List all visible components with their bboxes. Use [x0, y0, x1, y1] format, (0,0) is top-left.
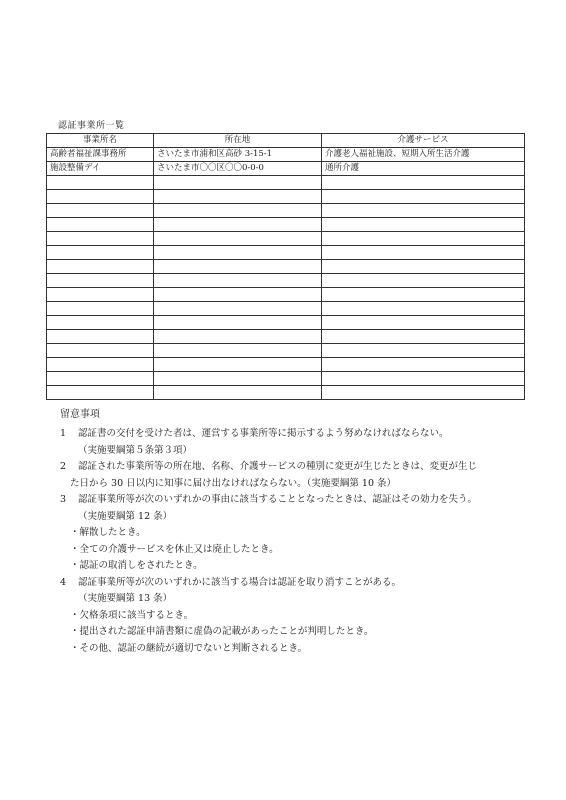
cell-care-service: [322, 316, 525, 330]
notes-line: [60, 542, 530, 559]
table-row: [47, 246, 525, 260]
notes-line: [60, 624, 530, 641]
cell-location: [154, 302, 322, 316]
cell-care-service: [322, 358, 525, 372]
cell-location: [154, 316, 322, 330]
cell-care-service: [322, 330, 525, 344]
table-row: [47, 316, 525, 330]
cell-location: [154, 372, 322, 386]
cell-care-service: [322, 204, 525, 218]
table-row: [47, 358, 525, 372]
notes-line-text: ・提出された認証申請書類に虚偽の記載があったことが判明したとき。: [70, 626, 374, 637]
cell-location: [154, 176, 322, 190]
notes-line: [60, 492, 530, 509]
header-care-service: 介護サービス: [322, 134, 525, 148]
cell-care-service: 介護老人福祉施設、短期入所生活介護: [322, 148, 525, 162]
cell-location: [154, 274, 322, 288]
notes-section: [60, 405, 530, 657]
table-row: [47, 218, 525, 232]
cell-care-service: [322, 288, 525, 302]
header-location: 所在地: [154, 134, 322, 148]
table-row: [47, 288, 525, 302]
notes-line-text: 認証事業所等が次のいずれかに該当する場合は認証を取り消すことがある。: [78, 576, 402, 588]
table-row: [47, 190, 525, 204]
notes-line-text: ・解散したとき。: [70, 527, 146, 538]
cell-care-service: [322, 260, 525, 274]
notes-line: [60, 426, 530, 443]
table-body: [47, 148, 525, 400]
cell-location: [154, 190, 322, 204]
cell-location: さいたま市〇〇区〇〇0-0-0: [154, 162, 322, 176]
cell-location: [154, 218, 322, 232]
table-caption: 認証事業所一覧: [58, 121, 125, 131]
cell-office-name: [47, 204, 154, 218]
cell-care-service: [322, 232, 525, 246]
notes-line-text: （実施要綱第 12 条）: [78, 510, 173, 522]
table-row: [47, 274, 525, 288]
table-row: [47, 232, 525, 246]
cell-office-name: [47, 246, 154, 260]
notes-title: 留意事項: [60, 409, 100, 420]
table-row: [47, 386, 525, 400]
notes-line: [60, 525, 530, 542]
notes-line: [60, 459, 530, 476]
table-row: [47, 176, 525, 190]
table-row: [47, 302, 525, 316]
notes-line-text: ・認証の取消しをされたとき。: [70, 560, 203, 571]
cell-care-service: [322, 274, 525, 288]
cell-care-service: [322, 344, 525, 358]
cell-office-name: [47, 176, 154, 190]
notes-line-text: （実施要綱第 13 条）: [78, 593, 173, 604]
cell-care-service: [322, 246, 525, 260]
cell-location: [154, 260, 322, 274]
cell-office-name: [47, 358, 154, 372]
cell-location: [154, 204, 322, 218]
notes-line-text: 認証事業所等が次のいずれかの事由に該当することとなったときは、認証はその効力を失う。: [78, 494, 478, 505]
cell-care-service: [322, 176, 525, 190]
notes-item-number: 1: [60, 428, 67, 439]
notes-line-text: 認証された事業所等の所在地、名称、介護サービスの種別に変更が生じたときは、変更が生じ: [78, 461, 478, 472]
cell-office-name: 高齢者福祉課事務所: [47, 148, 154, 162]
cell-office-name: [47, 386, 154, 400]
notes-line-text: （実施要綱第５条第３項）: [78, 444, 193, 456]
cell-location: [154, 386, 322, 400]
table-header-row: [47, 134, 525, 148]
cell-care-service: [322, 302, 525, 316]
cell-office-name: [47, 232, 154, 246]
notes-line-text: た日から 30 日以内に知事に届け出なければならない。（実施要綱第 10 条）: [70, 477, 397, 489]
cell-office-name: [47, 330, 154, 344]
table-row: [47, 162, 525, 176]
table-row: [47, 344, 525, 358]
cell-office-name: [47, 302, 154, 316]
table-row: [47, 204, 525, 218]
cell-location: [154, 288, 322, 302]
notes-line-text: ・その他、認証の継続が適切でないと判断されるとき。: [70, 642, 308, 654]
notes-item-number: 3: [60, 494, 67, 505]
certified-office-table: [46, 133, 525, 400]
cell-office-name: 施設整備デイ: [47, 162, 154, 176]
cell-care-service: [322, 190, 525, 204]
cell-office-name: [47, 260, 154, 274]
notes-line-text: ・欠格条項に該当するとき。: [70, 609, 194, 621]
notes-line: [60, 443, 530, 460]
table-row: [47, 330, 525, 344]
notes-list: [60, 426, 530, 657]
notes-line: [60, 591, 530, 608]
notes-line: [60, 476, 530, 493]
cell-location: さいたま市浦和区高砂 3-15-1: [154, 148, 322, 162]
cell-office-name: [47, 218, 154, 232]
cell-care-service: [322, 218, 525, 232]
notes-line: [60, 509, 530, 526]
cell-office-name: [47, 288, 154, 302]
cell-care-service: 通所介護: [322, 162, 525, 176]
notes-line-text: ・全ての介護サービスを休止又は廃止したとき。: [70, 543, 279, 555]
notes-item-number: 2: [60, 461, 67, 472]
header-office-name: 事業所名: [47, 134, 154, 148]
table-row: [47, 260, 525, 274]
notes-line: [60, 575, 530, 592]
cell-care-service: [322, 386, 525, 400]
table-row: [47, 148, 525, 162]
cell-office-name: [47, 274, 154, 288]
cell-location: [154, 232, 322, 246]
notes-line: [60, 641, 530, 658]
notes-line: [60, 558, 530, 575]
cell-location: [154, 344, 322, 358]
cell-location: [154, 246, 322, 260]
notes-line-text: 認証書の交付を受けた者は、運営する事業所等に掲示するよう努めなければならない。: [78, 428, 449, 439]
cell-office-name: [47, 372, 154, 386]
notes-line: [60, 608, 530, 625]
cell-office-name: [47, 344, 154, 358]
cell-location: [154, 330, 322, 344]
cell-care-service: [322, 372, 525, 386]
cell-office-name: [47, 190, 154, 204]
cell-office-name: [47, 316, 154, 330]
notes-item-number: 4: [60, 576, 67, 588]
table-row: [47, 372, 525, 386]
cell-location: [154, 358, 322, 372]
